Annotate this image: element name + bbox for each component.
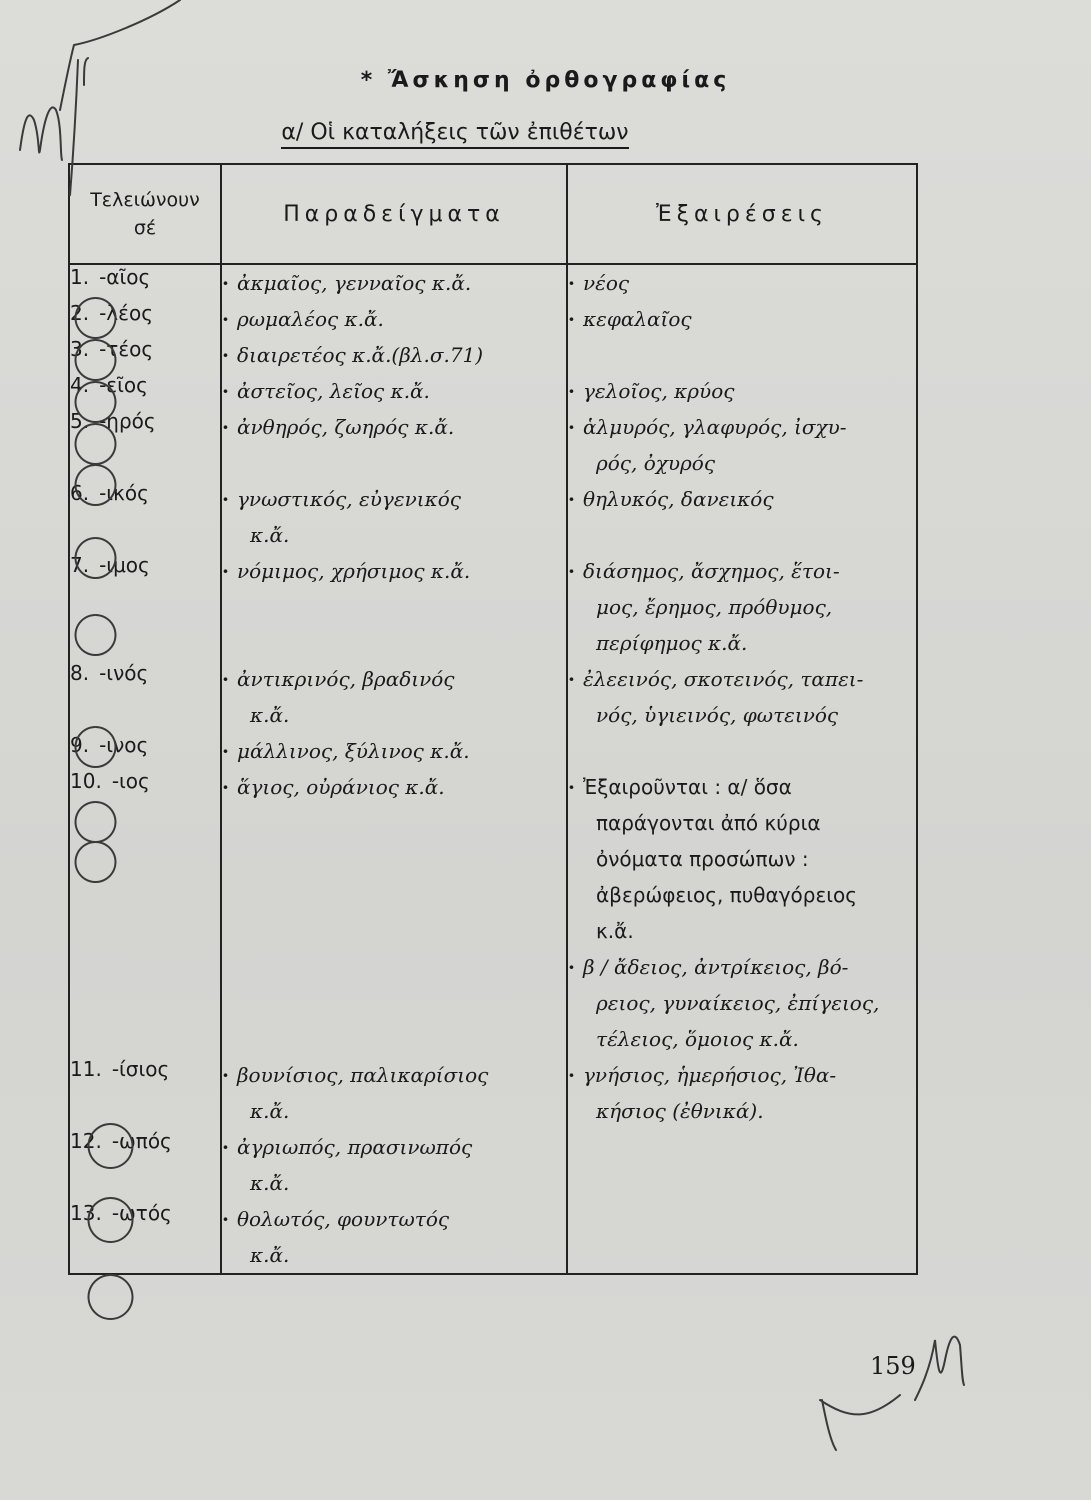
bullet-icon: · bbox=[568, 271, 575, 295]
exception-line: κ.ἄ. bbox=[596, 919, 634, 943]
bullet-icon: · bbox=[222, 1135, 229, 1159]
exception-line: β / ἄδειος, ἀντρίκειος, βό- bbox=[582, 955, 849, 979]
table-row bbox=[69, 733, 917, 769]
subtitle-text: α/ Οἱ καταλήξεις τῶν ἐπιθέτων bbox=[281, 120, 628, 149]
exceptions-cell bbox=[567, 264, 917, 301]
examples-cell bbox=[221, 661, 567, 733]
example-line: γνωστικός, εὐγενικός bbox=[236, 487, 461, 511]
example-line: ἀνθηρός, ζωηρός κ.ἄ. bbox=[236, 415, 455, 439]
page-number: 159 bbox=[870, 1352, 916, 1380]
example-entry bbox=[222, 661, 566, 697]
ending-suffix: -ιμος bbox=[99, 553, 150, 577]
ending-suffix: -ινος bbox=[99, 733, 149, 757]
ending-suffix: -τέος bbox=[99, 337, 154, 361]
examples-cell bbox=[221, 733, 567, 769]
exception-line: ρός, ὀχυρός bbox=[596, 451, 716, 475]
ending-suffix: -ίσιος bbox=[111, 1057, 170, 1081]
example-line: διαιρετέος κ.ἄ.(βλ.σ.71) bbox=[236, 343, 484, 367]
checkmark-bottom bbox=[820, 1395, 900, 1450]
exception-entry bbox=[568, 553, 916, 589]
bullet-icon: · bbox=[222, 559, 229, 583]
row-number: 11. bbox=[70, 1057, 102, 1081]
ending-suffix: -ικός bbox=[99, 481, 149, 505]
exceptions-cell bbox=[567, 337, 917, 373]
examples-cell bbox=[221, 337, 567, 373]
table-header-row bbox=[69, 164, 917, 264]
exceptions-cell bbox=[567, 1057, 917, 1129]
example-entry bbox=[222, 373, 566, 409]
ending-cell bbox=[69, 769, 221, 1057]
bullet-icon: · bbox=[222, 667, 229, 691]
exception-line: νέος bbox=[582, 271, 630, 295]
exception-line: θηλυκός, δανεικός bbox=[582, 487, 774, 511]
exception-entry bbox=[568, 373, 916, 409]
exceptions-cell bbox=[567, 661, 917, 733]
exception-entry bbox=[568, 301, 916, 337]
row-number: 6. bbox=[70, 481, 90, 505]
adjective-endings-table bbox=[68, 163, 918, 1275]
table-row bbox=[69, 301, 917, 337]
example-line: ἀστεῖος, λεῖος κ.ἄ. bbox=[236, 379, 430, 403]
exception-line: περίφημος κ.ἄ. bbox=[596, 631, 748, 655]
examples-cell bbox=[221, 1201, 567, 1274]
exception-line: παράγονται ἀπό κύρια bbox=[596, 811, 821, 835]
bullet-icon: · bbox=[222, 271, 229, 295]
table-row bbox=[69, 481, 917, 553]
ending-cell bbox=[69, 553, 221, 661]
example-line: ἅγιος, οὐράνιος κ.ἄ. bbox=[236, 775, 445, 799]
ending-suffix: -αῖος bbox=[99, 265, 151, 289]
bullet-icon: · bbox=[568, 415, 575, 439]
example-entry bbox=[222, 265, 566, 301]
example-entry bbox=[222, 409, 566, 445]
row-number: 5. bbox=[70, 409, 90, 433]
example-line: ρωμαλέος κ.ἄ. bbox=[236, 307, 384, 331]
exception-line: κεφαλαῖος bbox=[582, 307, 692, 331]
row-number: 8. bbox=[70, 661, 90, 685]
example-entry bbox=[222, 337, 566, 373]
table-row bbox=[69, 1201, 917, 1274]
example-entry bbox=[222, 301, 566, 337]
table-row bbox=[69, 337, 917, 373]
exception-entry bbox=[568, 409, 916, 445]
section-subtitle bbox=[0, 120, 910, 145]
example-entry bbox=[222, 1129, 566, 1165]
exception-entry bbox=[568, 481, 916, 517]
exceptions-cell bbox=[567, 769, 917, 1057]
examples-cell bbox=[221, 553, 567, 661]
exception-line: γνήσιος, ἡμερήσιος, Ἰθα- bbox=[582, 1063, 837, 1087]
bullet-icon: · bbox=[568, 1063, 575, 1087]
ending-cell bbox=[69, 1201, 221, 1274]
ending-suffix: -ωπός bbox=[111, 1129, 172, 1153]
examples-cell bbox=[221, 1057, 567, 1129]
example-line: ἀκμαῖος, γενναῖος κ.ἄ. bbox=[236, 271, 472, 295]
bullet-icon: · bbox=[222, 1063, 229, 1087]
exception-entry bbox=[568, 661, 916, 697]
example-line: θολωτός, φουντωτός bbox=[236, 1207, 450, 1231]
examples-cell bbox=[221, 481, 567, 553]
exception-line: Ἐξαιροῦνται : α/ ὅσα bbox=[582, 775, 792, 799]
table-row bbox=[69, 1057, 917, 1129]
bullet-icon: · bbox=[222, 343, 229, 367]
bullet-icon: · bbox=[568, 955, 575, 979]
exception-line: ἐλεεινός, σκοτεινός, ταπει- bbox=[582, 667, 864, 691]
header-ending: Τελειώνουν σέ bbox=[69, 164, 221, 264]
example-line: κ.ἄ. bbox=[250, 1243, 290, 1267]
example-entry bbox=[222, 481, 566, 517]
table-row bbox=[69, 409, 917, 481]
row-number: 1. bbox=[70, 265, 90, 289]
handwritten-mark-bottomright bbox=[915, 1337, 964, 1400]
exceptions-cell bbox=[567, 409, 917, 481]
example-line: κ.ἄ. bbox=[250, 703, 290, 727]
bullet-icon: · bbox=[568, 307, 575, 331]
row-number: 4. bbox=[70, 373, 90, 397]
exception-entry bbox=[568, 265, 916, 301]
circle-row-13 bbox=[88, 1275, 132, 1319]
ending-suffix: -ινός bbox=[99, 661, 149, 685]
exception-entry bbox=[568, 949, 916, 985]
row-number: 3. bbox=[70, 337, 90, 361]
table-row bbox=[69, 1129, 917, 1201]
example-line: νόμιμος, χρήσιμος κ.ἄ. bbox=[236, 559, 471, 583]
ending-suffix: -εῖος bbox=[99, 373, 148, 397]
example-entry bbox=[222, 733, 566, 769]
example-line: κ.ἄ. bbox=[250, 1171, 290, 1195]
row-number: 7. bbox=[70, 553, 90, 577]
exception-line: ἀβερώφειος, πυθαγόρειος bbox=[596, 883, 858, 907]
example-entry bbox=[222, 769, 566, 805]
examples-cell bbox=[221, 373, 567, 409]
table-row bbox=[69, 264, 917, 301]
examples-cell bbox=[221, 264, 567, 301]
header-examples: Παραδείγματα bbox=[221, 164, 567, 264]
example-entry bbox=[222, 1201, 566, 1237]
ending-cell bbox=[69, 1129, 221, 1201]
exception-line: γελοῖος, κρύος bbox=[582, 379, 735, 403]
example-line: ἀγριωπός, πρασινωπός bbox=[236, 1135, 473, 1159]
example-line: κ.ἄ. bbox=[250, 523, 290, 547]
row-number: 2. bbox=[70, 301, 90, 325]
exceptions-cell bbox=[567, 733, 917, 769]
ending-cell bbox=[69, 264, 221, 301]
ending-suffix: -ωτός bbox=[111, 1201, 172, 1225]
bullet-icon: · bbox=[222, 487, 229, 511]
table-row bbox=[69, 553, 917, 661]
exception-entry bbox=[568, 769, 916, 805]
ending-suffix: -ηρός bbox=[99, 409, 156, 433]
row-number: 9. bbox=[70, 733, 90, 757]
row-number: 13. bbox=[70, 1201, 102, 1225]
exception-line: ὀνόματα προσώπων : bbox=[596, 847, 809, 871]
bullet-icon: · bbox=[568, 379, 575, 403]
row-number: 10. bbox=[70, 769, 102, 793]
bullet-icon: · bbox=[568, 775, 575, 799]
exception-line: τέλειος, ὅμοιος κ.ἄ. bbox=[596, 1027, 799, 1051]
example-entry bbox=[222, 553, 566, 589]
bullet-icon: · bbox=[222, 307, 229, 331]
bullet-icon: · bbox=[568, 559, 575, 583]
exception-line: διάσημος, ἄσχημος, ἕτοι- bbox=[582, 559, 840, 583]
row-number: 12. bbox=[70, 1129, 102, 1153]
ending-cell bbox=[69, 1057, 221, 1129]
example-line: κ.ἄ. bbox=[250, 1099, 290, 1123]
exception-line: μος, ἔρημος, πρόθυμος, bbox=[596, 595, 833, 619]
exceptions-cell bbox=[567, 481, 917, 553]
page-title: * Ἄσκηση ὀρθογραφίας bbox=[360, 68, 731, 93]
table-body bbox=[69, 264, 917, 1274]
exception-line: κήσιος (ἐθνικά). bbox=[596, 1099, 764, 1123]
example-line: βουνίσιος, παλικαρίσιος bbox=[236, 1063, 489, 1087]
examples-cell bbox=[221, 1129, 567, 1201]
example-line: μάλλινος, ξύλινος κ.ἄ. bbox=[236, 739, 470, 763]
example-entry bbox=[222, 1057, 566, 1093]
exceptions-cell bbox=[567, 553, 917, 661]
header-exceptions: Ἐξαιρέσεις bbox=[567, 164, 917, 264]
exception-entry bbox=[568, 1057, 916, 1093]
ending-suffix: -ιος bbox=[111, 769, 150, 793]
ending-cell bbox=[69, 373, 221, 409]
bullet-icon: · bbox=[568, 667, 575, 691]
table-row bbox=[69, 661, 917, 733]
exceptions-cell bbox=[567, 301, 917, 337]
ending-cell bbox=[69, 337, 221, 373]
bullet-icon: · bbox=[222, 415, 229, 439]
exceptions-cell bbox=[567, 1201, 917, 1274]
bullet-icon: · bbox=[222, 775, 229, 799]
ending-cell bbox=[69, 661, 221, 733]
exception-line: ἁλμυρός, γλαφυρός, ἰσχυ- bbox=[582, 415, 847, 439]
exception-line: νός, ὑγιεινός, φωτεινός bbox=[596, 703, 839, 727]
table-row bbox=[69, 373, 917, 409]
bullet-icon: · bbox=[222, 739, 229, 763]
ending-cell bbox=[69, 409, 221, 481]
table-row bbox=[69, 769, 917, 1057]
examples-cell bbox=[221, 301, 567, 337]
bullet-icon: · bbox=[568, 487, 575, 511]
example-line: ἀντικρινός, βραδινός bbox=[236, 667, 455, 691]
exceptions-cell bbox=[567, 373, 917, 409]
ending-cell bbox=[69, 301, 221, 337]
exceptions-cell bbox=[567, 1129, 917, 1201]
bullet-icon: · bbox=[222, 379, 229, 403]
examples-cell bbox=[221, 409, 567, 481]
exception-line: ρειος, γυναίκειος, ἐπίγειος, bbox=[596, 991, 880, 1015]
bullet-icon: · bbox=[222, 1207, 229, 1231]
examples-cell bbox=[221, 769, 567, 1057]
ending-suffix: -λέος bbox=[99, 301, 153, 325]
ending-cell bbox=[69, 481, 221, 553]
ending-cell bbox=[69, 733, 221, 769]
